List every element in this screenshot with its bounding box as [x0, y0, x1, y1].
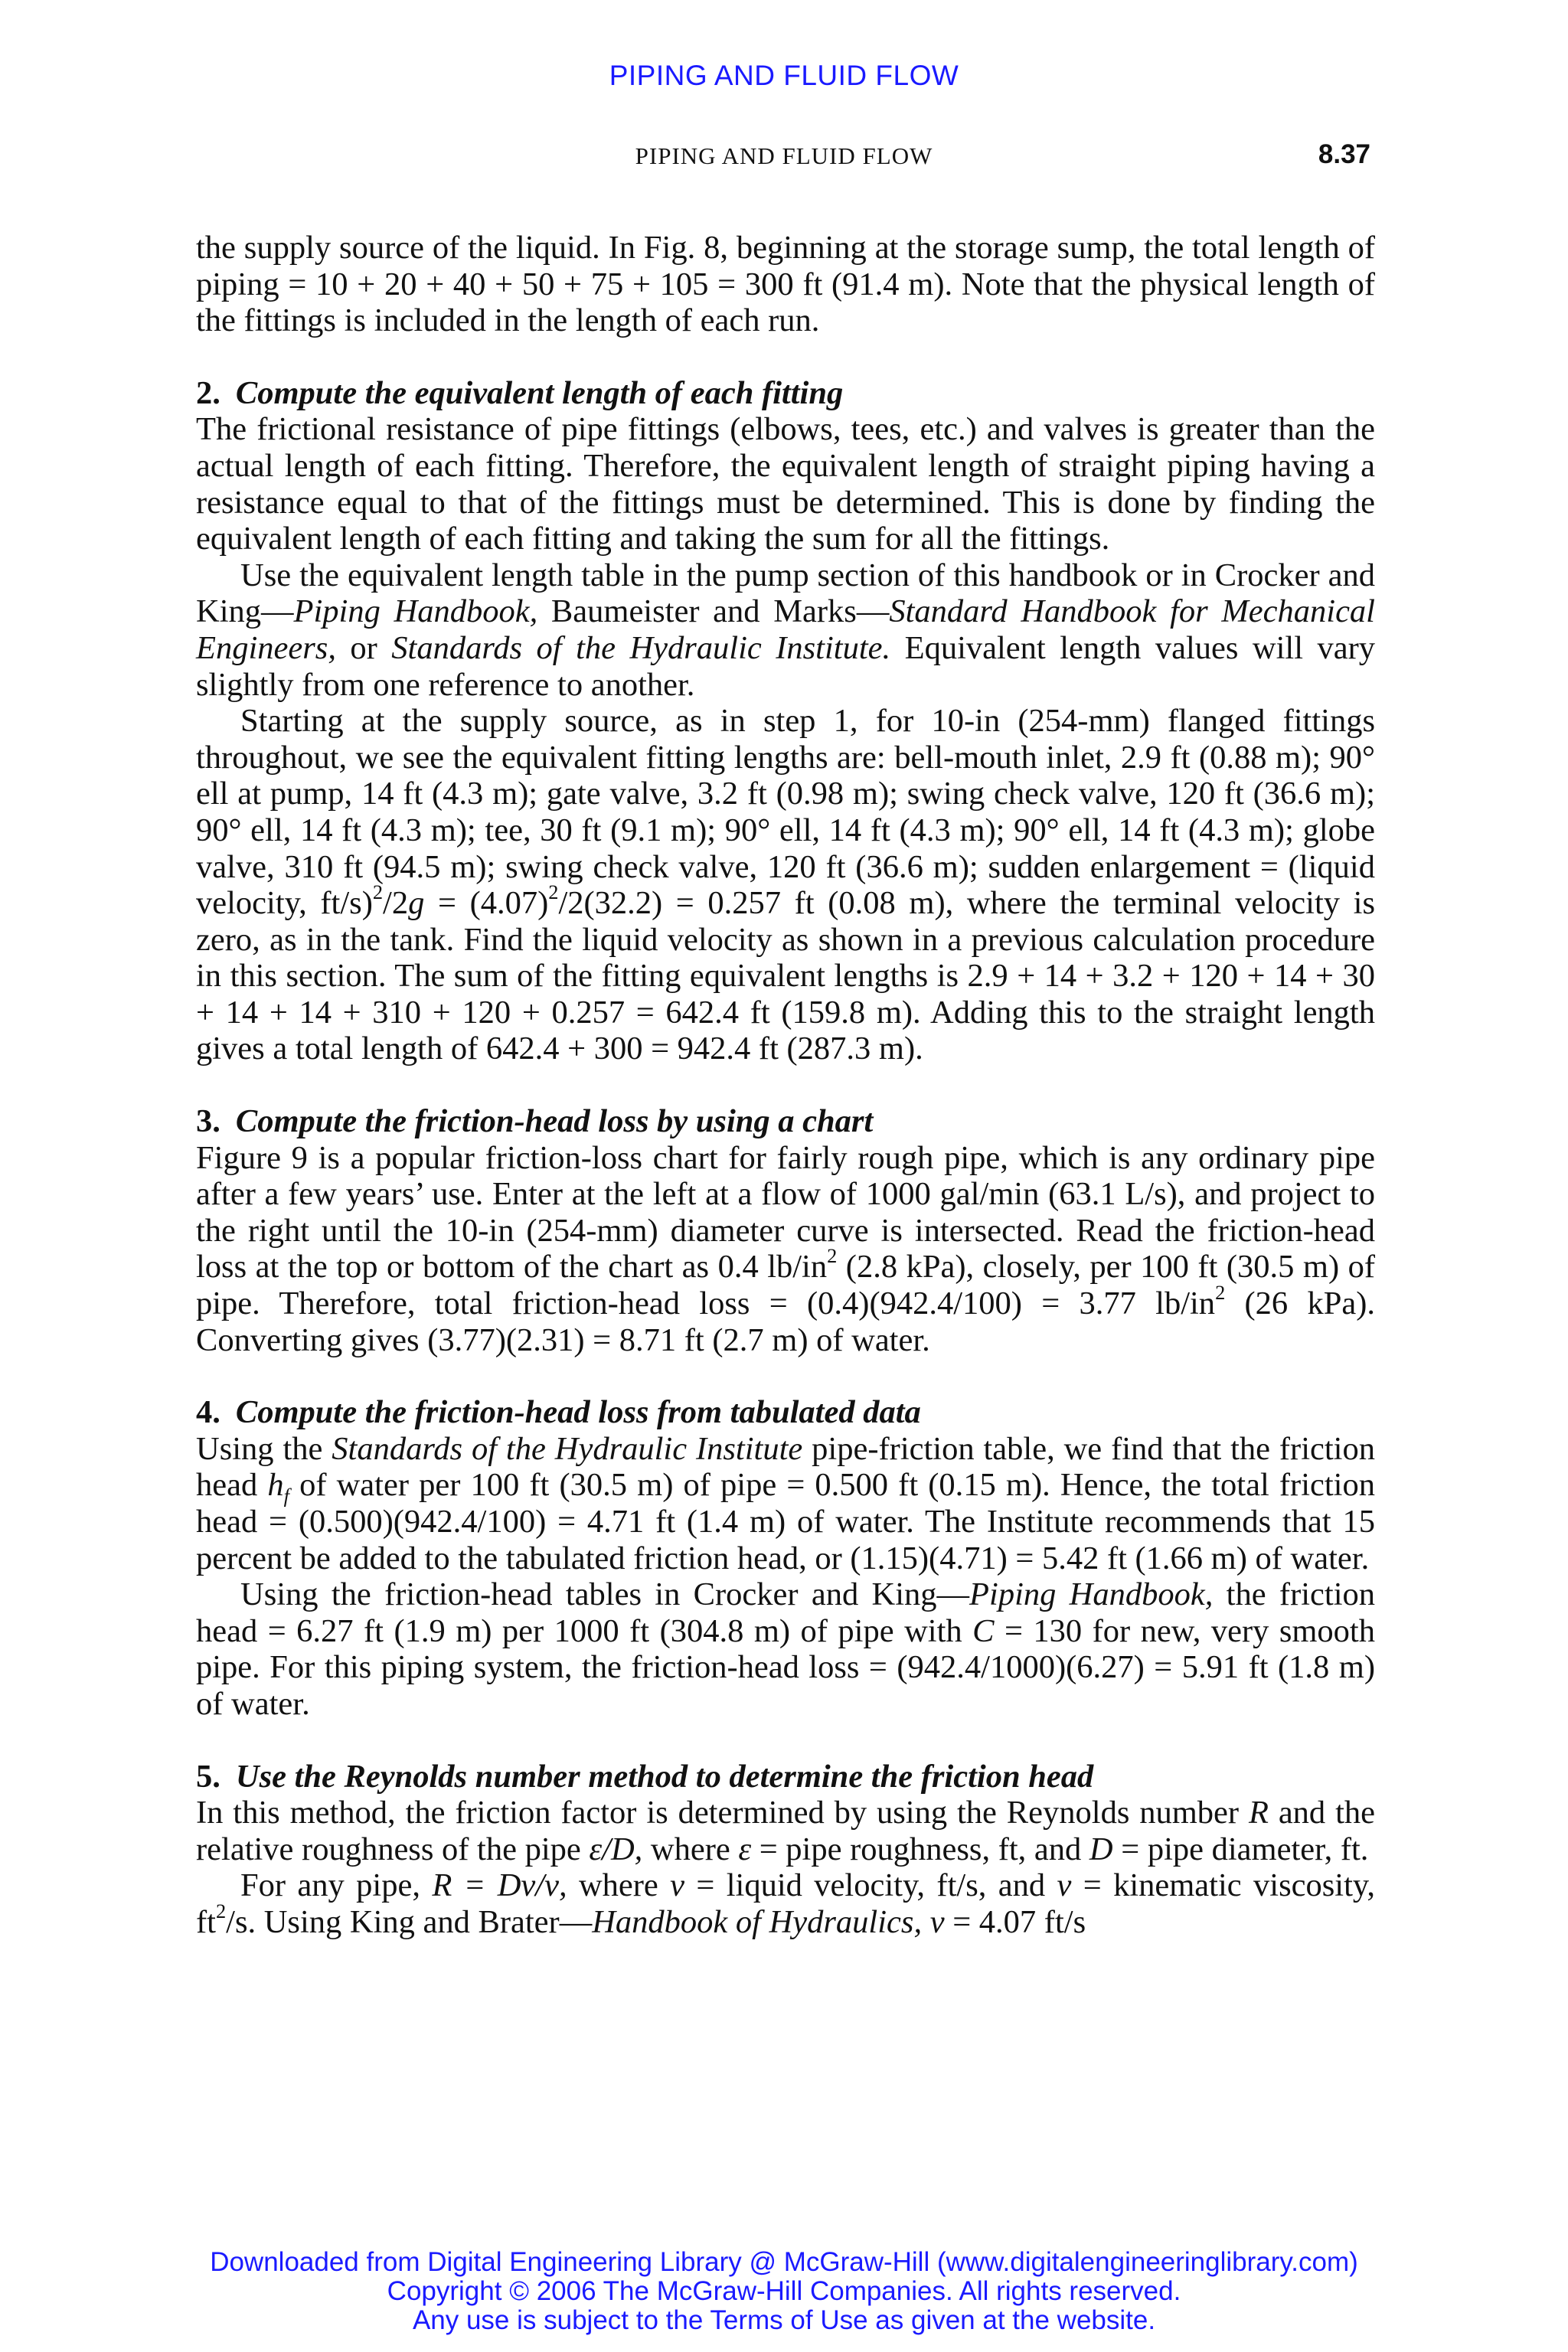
intro-paragraph: the supply source of the liquid. In Fig. 8, beginning at the storage sump, the total length of piping = 10 + 20 + 40 + 50 + 75 + 105 = 300 ft (91.4 m). Note that the physical length of the fittings is included in the length of each run.: [196, 230, 1375, 339]
step-3-heading: [196, 1103, 1375, 1140]
footer-line-1[interactable]: Downloaded from Digital Engineering Library @ McGraw-Hill (www.digitalengineeringlibrary.com): [210, 2247, 1358, 2277]
step-2-paragraph-2: Use the equivalent length table in the pump section of this handbook or in Crocker and King—Piping Handbook, Baumeister and Marks—Standard Handbook for Mechanical Engineers, or Standards of the Hydraulic Institute. Equivalent length values will vary slightly from one reference to another.: [196, 557, 1376, 703]
step-3-paragraph-1: Figure 9 is a popular friction-loss chart for fairly rough pipe, which is any ordinary pipe after a few years’ use. Enter at the left at a flow of 1000 gal/min (63.1 L/s), and project to the right until the 10-in (254-mm) diameter curve is intersected. Read the friction-head loss at the top or bottom of the chart as 0.4 $lb/in^2$ (2.8 kPa), closely, per 100 ft (30.5 m) of pipe. Therefore, total friction-head loss = (0.4)(942.4/100) = 3.77 $lb/in^2$ (26 kPa). Converting gives (3.77)(2.31) = 8.71 ft (2.7 m) of water.: [196, 1139, 1376, 1358]
footer-line-2[interactable]: Copyright © 2006 The McGraw-Hill Companies. All rights reserved.: [387, 2276, 1181, 2306]
step-5-heading: [196, 1759, 1375, 1795]
step-5-paragraph-2: For any pipe, R = Dv/ν, where v = liquid velocity, ft/s, and ν = kinematic viscosity, $ft^2/s$. Using King and Brater—Handbook of Hydraulics, v = 4.07 ft/s: [196, 1867, 1375, 1940]
download-footer[interactable]: [0, 2248, 1568, 2335]
step-4-paragraph-2: Using the friction-head tables in Crocker and King—Piping Handbook, the friction head = 6.27 ft (1.9 m) per 1000 ft (304.8 m) of pipe with C = 130 for new, very smooth pipe. For this piping system, the friction-head loss = (942.4/1000)(6.27) = 5.91 ft (1.8 m) of water.: [196, 1576, 1376, 1722]
step-title: Compute the friction-head loss from tabulated data: [235, 1394, 921, 1431]
step-title: Use the Reynolds number method to determine the friction head: [235, 1758, 1094, 1795]
step-5-paragraph-1: In this method, the friction factor is determined by using the Reynolds number R and the relative roughness of the pipe ε/D, where ε = pipe roughness, ft, and D = pipe diameter, ft.: [196, 1795, 1375, 1867]
page-number: 8.37: [1318, 139, 1370, 169]
chapter-banner[interactable]: PIPING AND FLUID FLOW: [609, 60, 959, 91]
step-number: 4.: [196, 1394, 220, 1431]
footer-line-3[interactable]: Any use is subject to the Terms of Use as given at the website.: [412, 2305, 1156, 2335]
running-head: PIPING AND FLUID FLOW: [635, 142, 933, 169]
step-title: Compute the equivalent length of each fitting: [235, 374, 844, 411]
step-2-paragraph-1: The frictional resistance of pipe fittings (elbows, tees, etc.) and valves is greater than the actual length of each fitting. Therefore, the equivalent length of straight piping having a resistance equal to that of the fittings must be determined. This is done by finding the equivalent length of each fitting and taking the sum for all the fittings.: [196, 411, 1375, 557]
step-2-heading: [196, 375, 1375, 412]
step-number: 3.: [196, 1103, 220, 1140]
step-title: Compute the friction-head loss by using a chart: [235, 1103, 874, 1140]
step-4-heading: [196, 1394, 1375, 1431]
step-4-paragraph-1: Using the Standards of the Hydraulic Institute pipe-friction table, we find that the friction head $h_f$ of water per 100 ft (30.5 m) of pipe = 0.500 ft (0.15 m). Hence, the total friction head = (0.500)(942.4/100) = 4.71 ft (1.4 m) of water. The Institute recommends that 15 percent be added to the tabulated friction head, or (1.15)(4.71) = 5.42 ft (1.66 m) of water.: [196, 1430, 1375, 1576]
step-2-paragraph-3: Starting at the supply source, as in step 1, for 10-in (254-mm) flanged fittings throughout, we see the equivalent fitting lengths are: bell-mouth inlet, 2.9 ft (0.88 m); 90° ell at pump, 14 ft (4.3 m); gate valve, 3.2 ft (0.98 m); swing check valve, 120 ft (36.6 m); 90° ell, 14 ft (4.3 m); tee, 30 ft (9.1 m); 90° ell, 14 ft (4.3 m); 90° ell, 14 ft (4.3 m); globe valve, 310 ft (94.5 m); swing check valve, 120 ft (36.6 m); sudden enlargement = (liquid velocity, $ft/s)^2/2g = (4.07)^2/2(32.2) = 0.257$ ft (0.08 m), where the terminal velocity is zero, as in the tank. Find the liquid velocity as shown in a previous calculation procedure in this section. The sum of the fitting equivalent lengths is 2.9 + 14 + 3.2 + 120 + 14 + 30 + 14 + 14 + 310 + 120 + 0.257 = 642.4 ft (159.8 m). Adding this to the straight length gives a total length of 642.4 + 300 = 942.4 ft (287.3 m).: [196, 703, 1375, 1067]
page-body: [196, 230, 1375, 1941]
step-number: 5.: [196, 1758, 220, 1795]
step-number: 2.: [196, 374, 220, 411]
